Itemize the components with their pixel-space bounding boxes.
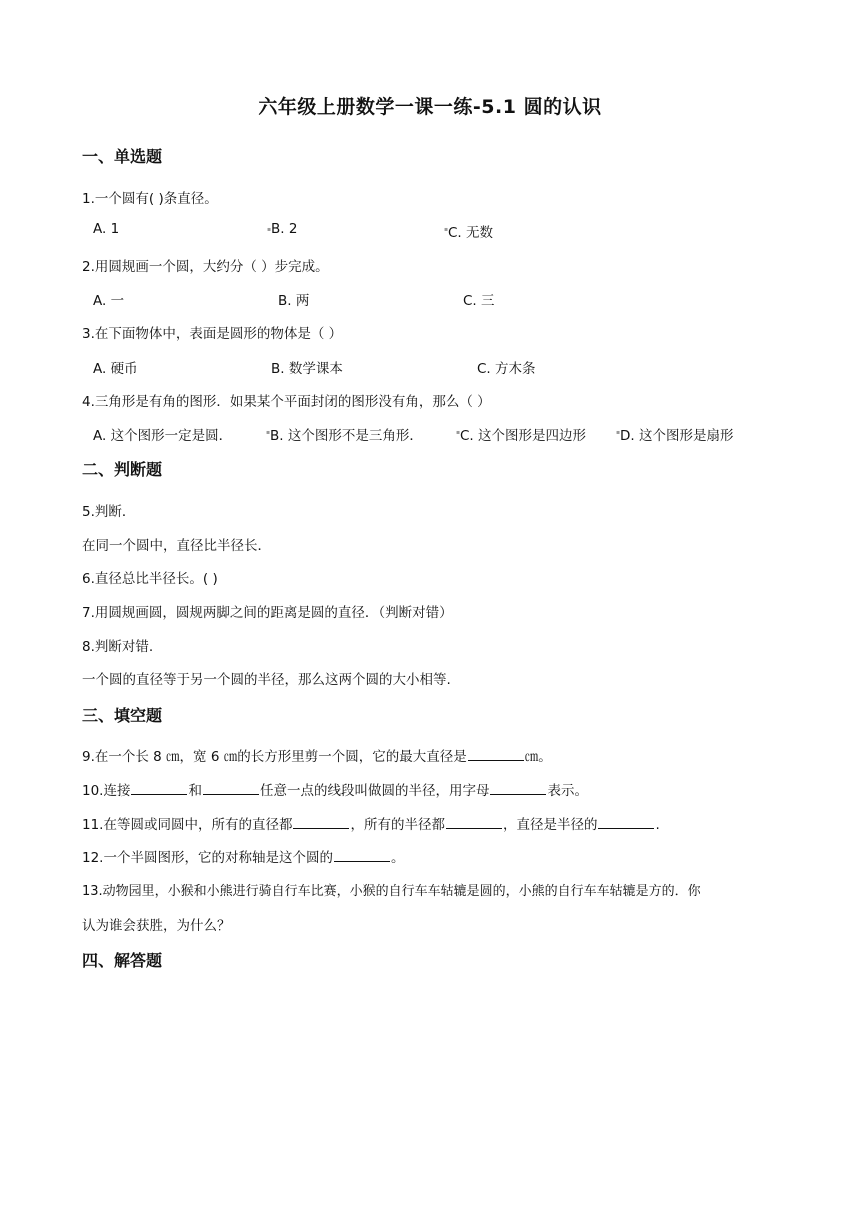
- question-11-text-2: ，所有的半径都: [350, 817, 445, 833]
- question-9-unit: ㎝。: [524, 749, 552, 765]
- question-12-text-1: 12.一个半圆图形，它的对称轴是这个圆的: [82, 850, 333, 866]
- option-marker-dot: ▪: [456, 429, 461, 436]
- question-9: [82, 745, 552, 765]
- question-5-stem: 5.判断．: [82, 504, 136, 520]
- answer-blank: [131, 793, 187, 795]
- question-2-option-b: B. 两: [278, 293, 310, 309]
- question-1-option-c: C. 无数: [448, 225, 494, 241]
- page-title: 六年级上册数学一课一练-5.1 圆的认识: [258, 96, 602, 118]
- question-4-stem: 4.三角形是有角的图形．如果某个平面封闭的图形没有角，那么（ ）: [82, 394, 491, 410]
- question-2-option-a: A. 一: [93, 293, 125, 309]
- question-13-line-1: 13.动物园里，小猴和小熊进行骑自行车比赛，小猴的自行车车轱辘是圆的，小熊的自行车车轱辘是方的．你: [82, 884, 701, 899]
- section-heading-solve: 四、解答题: [82, 951, 163, 970]
- question-9-text: 9.在一个长 8 ㎝，宽 6 ㎝的长方形里剪一个圆，它的最大直径是: [82, 749, 467, 765]
- question-3-option-c: C. 方木条: [477, 361, 536, 377]
- section-heading-true-false: 二、判断题: [82, 460, 163, 479]
- question-1-stem: 1.一个圆有( )条直径。: [82, 191, 218, 207]
- question-10-text-3: 任意一点的线段叫做圆的半径，用字母: [259, 783, 490, 799]
- section-heading-fill-blank: 三、填空题: [82, 706, 163, 725]
- section-heading-single-choice: 一、单选题: [82, 147, 163, 166]
- question-12-text-2: 。: [390, 850, 405, 866]
- question-3-option-b: B. 数学课本: [271, 361, 343, 377]
- question-1-option-b: B. 2: [271, 221, 298, 237]
- question-4-option-d: D. 这个图形是扇形: [620, 428, 734, 444]
- question-3-option-a: A. 硬币: [93, 361, 138, 377]
- question-4-option-c: C. 这个图形是四边形: [460, 428, 587, 444]
- question-4-option-b: B. 这个图形不是三角形．: [270, 428, 423, 444]
- answer-blank: [490, 793, 546, 795]
- option-marker-dot: ▪: [266, 429, 271, 436]
- question-10-text-1: 10.连接: [82, 783, 131, 799]
- answer-blank: [293, 827, 349, 829]
- question-10-text-4: 表示。: [547, 783, 588, 799]
- question-10: [82, 779, 588, 799]
- option-marker-dot: ▪: [616, 429, 621, 436]
- question-2-option-c: C. 三: [463, 293, 495, 309]
- question-8-body: 一个圆的直径等于另一个圆的半径，那么这两个圆的大小相等.: [82, 672, 451, 688]
- question-12: [82, 846, 404, 866]
- question-6-stem: 6.直径总比半径长。( ): [82, 571, 218, 587]
- option-marker-dot: ▪: [444, 226, 449, 233]
- question-8-stem: 8.判断对错.: [82, 639, 154, 655]
- question-11-text-4: .: [655, 817, 660, 833]
- question-2-stem: 2.用圆规画一个圆，大约分（ ）步完成。: [82, 259, 329, 275]
- question-11: [82, 813, 660, 833]
- question-13-line-2: 认为谁会获胜，为什么？: [82, 918, 231, 934]
- option-marker-dot: ▪: [267, 226, 272, 233]
- question-10-text-2: 和: [188, 783, 202, 799]
- question-7-stem: 7.用圆规画圆，圆规两脚之间的距离是圆的直径．（判断对错）: [82, 605, 453, 621]
- answer-blank: [446, 827, 502, 829]
- answer-blank: [203, 793, 259, 795]
- answer-blank: [468, 759, 524, 761]
- answer-blank: [598, 827, 654, 829]
- question-11-text-3: ，直径是半径的: [502, 817, 598, 833]
- answer-blank: [334, 860, 390, 862]
- question-1-option-a: A. 1: [93, 221, 120, 237]
- question-3-stem: 3.在下面物体中，表面是圆形的物体是（ ）: [82, 326, 343, 342]
- question-5-body: 在同一个圆中，直径比半径长．: [82, 538, 271, 554]
- question-4-option-a: A. 这个图形一定是圆．: [93, 428, 233, 444]
- question-11-text-1: 11.在等圆或同圆中，所有的直径都: [82, 817, 293, 833]
